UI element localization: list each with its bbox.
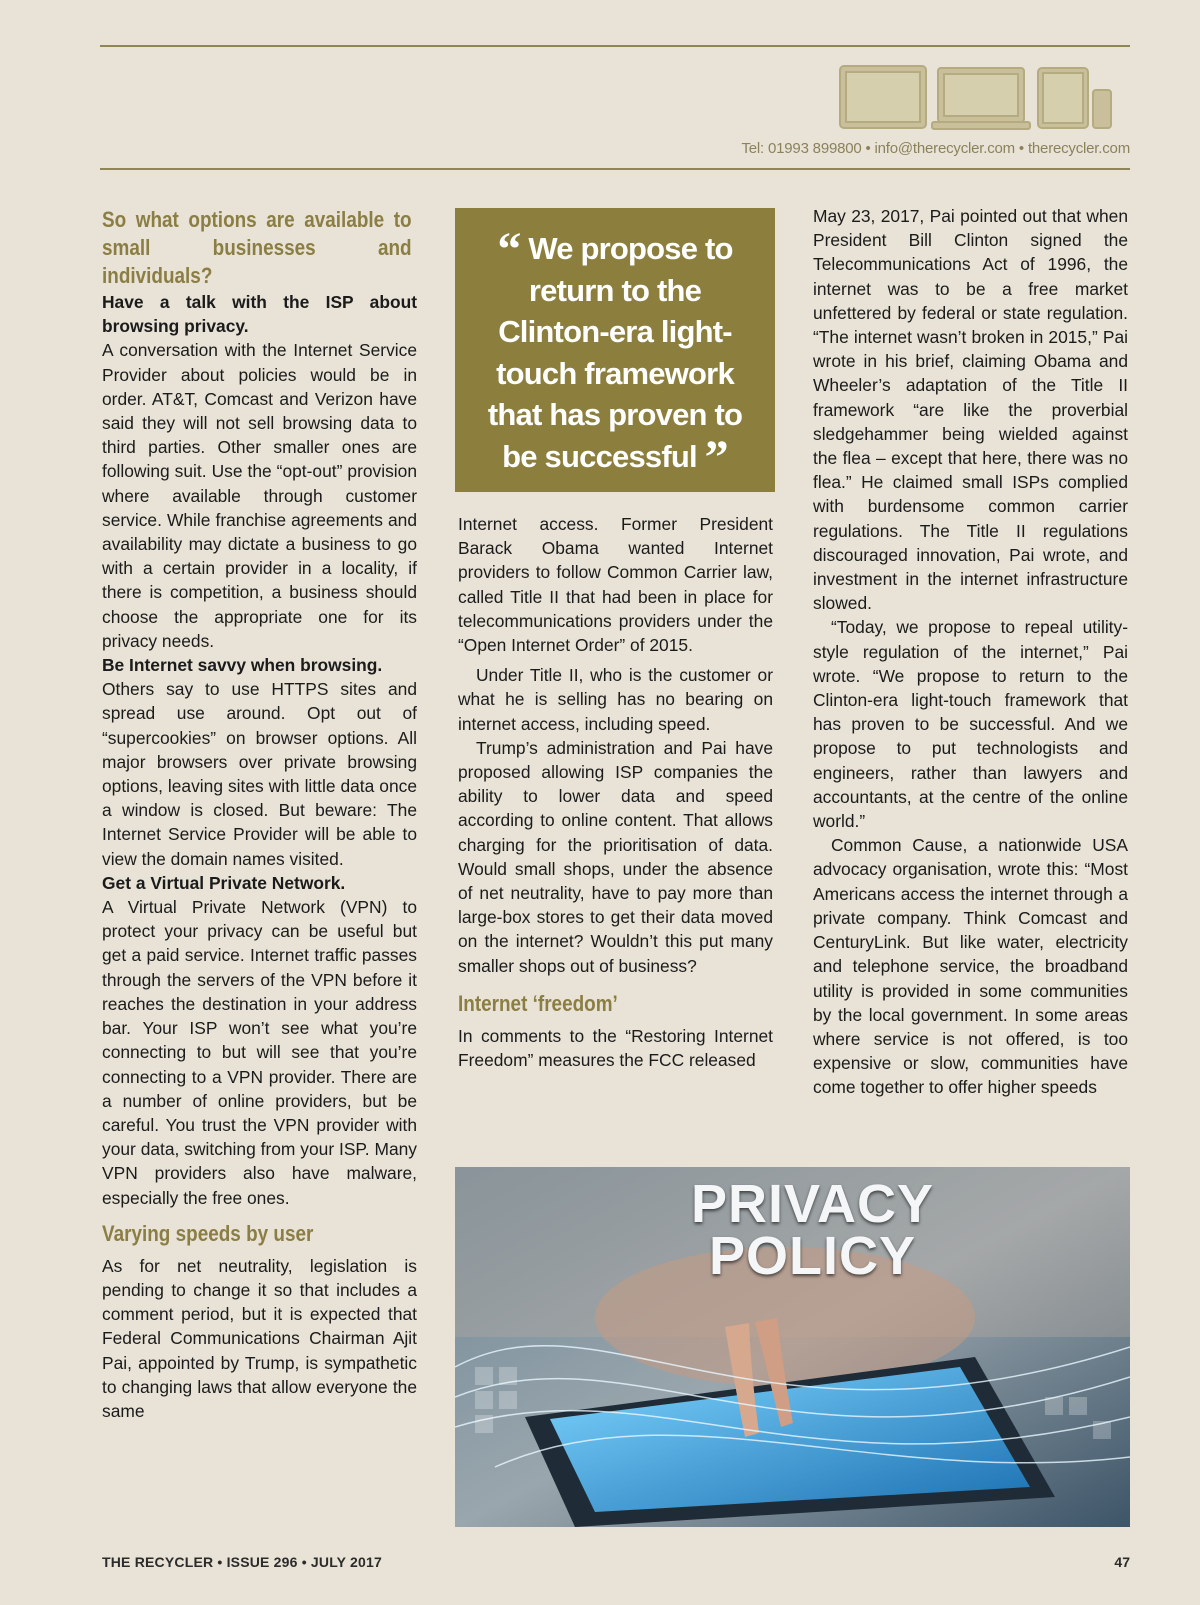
header-bottom-rule xyxy=(100,168,1130,170)
paragraph-internet-access: Internet access. Former President Barack Obama wanted Internet providers to follow Common Carrier law, called Title II that had been in place for telecommunications providers under the “Open Internet Order” of 2015. xyxy=(458,514,773,656)
item-body-savvy: Others say to use HTTPS sites and spread use around. Opt out of “supercookies” on browser options. All major browsers over private browsing options, leaving sites with little data once a window is closed. But beware: The Internet Service Provider will be able to view the domain names visited. xyxy=(102,679,417,869)
section-heading-freedom: Internet ‘freedom’ xyxy=(458,990,618,1016)
header-contact: Tel: 01993 899800 • info@therecycler.com • therecycler.com xyxy=(741,140,1130,157)
open-quote-mark: “ xyxy=(497,223,521,276)
header-top-rule xyxy=(100,45,1130,47)
photo-title-line2: POLICY xyxy=(708,1226,917,1286)
column-1 xyxy=(102,206,417,1423)
item-lead-isp-talk: Have a talk with the ISP about browsing privacy. xyxy=(102,292,417,337)
phone-icon xyxy=(1093,90,1111,128)
paragraph-common-cause: Common Cause, a nationwide USA advocacy organisation, wrote this: “Most Americans access the internet through a private company. Think Comcast and CenturyLink. But like water, electricity and telephone service, the broadband utility is provided in some communities by the local government. In some areas where service is not offered, is too expensive or slow, communities have come together to offer higher speeds xyxy=(813,835,1128,1098)
paragraph-repeal: “Today, we propose to repeal utility-style regulation of the internet,” Pai wrote. “We propose to return to the Clinton-era light-touch framework that has proven to be successful. And we propose to put technologists and engineers, rather than lawyers and accountants, at the centre of the online world.” xyxy=(813,617,1128,832)
item-body-vpn: A Virtual Private Network (VPN) to protect your privacy can be useful but get a paid service. Internet traffic passes through the servers of the VPN before it reaches the destination in your address bar. Your ISP won’t see what you’re connecting to but will see that you’re connecting to a VPN provider. There are a number of online providers, but be careful. You trust the VPN provider with your data, switching from your ISP. Many VPN providers also have malware, especially the free ones. xyxy=(102,897,417,1208)
column-3 xyxy=(813,204,1128,1100)
close-quote-mark: ” xyxy=(704,430,728,484)
item-lead-savvy: Be Internet savvy when browsing. xyxy=(102,655,383,676)
paragraph-restoring-freedom: In comments to the “Restoring Internet Freedom” measures the FCC released xyxy=(458,1025,773,1071)
section-heading-speeds: Varying speeds by user xyxy=(102,1220,314,1246)
photo-title-line1: PRIVACY xyxy=(690,1174,935,1234)
pull-quote-text: We propose to return to the Clinton-era light-touch framework that has proven to be successful xyxy=(487,231,743,474)
pull-quote xyxy=(455,208,775,492)
footer-publication: THE RECYCLER • ISSUE 296 • JULY 2017 xyxy=(102,1554,383,1570)
tablet-icon xyxy=(840,66,926,128)
paragraph-trump-administration: Trump’s administration and Pai have proposed allowing ISP companies the ability to lower data and speed according to online content. That allows charging for the prioritisation of data. Would small shops, under the absence of net neutrality, have to pay more than large-box stores to get their data moved on the internet? Wouldn’t this put many smaller shops out of business? xyxy=(458,737,773,976)
page-number: 47 xyxy=(1114,1554,1130,1570)
item-lead-vpn: Get a Virtual Private Network. xyxy=(102,872,346,893)
privacy-policy-photo xyxy=(455,1167,1130,1527)
item-body-isp-talk: A conversation with the Internet Service Provider about policies would be in order. AT&T, Comcast and Verizon have said they will not sell browsing data to third parties. Other smaller ones are following suit. Use the “opt-out” provision where available through customer service. While franchise agreements and availability may dictate a business to go with a certain provider in a locality, if there is competition, a business should choose the appropriate one for its privacy needs. xyxy=(102,340,417,651)
tablet-small-icon xyxy=(1038,68,1088,128)
column-2 xyxy=(458,512,773,1072)
laptop-icon xyxy=(932,68,1030,129)
section-heading-options: So what options are available to small businesses and individuals? xyxy=(102,207,412,288)
paragraph-title-ii: Under Title II, who is the customer or what he is selling has no bearing on internet access, including speed. xyxy=(458,665,773,734)
devices-graphic xyxy=(838,64,1113,132)
pull-quote-text-block xyxy=(473,223,757,484)
paragraph-net-neutrality: As for net neutrality, legislation is pending to change it so that includes a comment period, but it is expected that Federal Communications Chairman Ajit Pai, appointed by Trump, is sympathetic to changing laws that allow everyone the same xyxy=(102,1255,417,1421)
paragraph-pai-clinton: May 23, 2017, Pai pointed out that when President Bill Clinton signed the Telecommunications Act of 1996, the internet was to be a free market unfettered by federal or state regulation. “The internet wasn’t broken in 2015,” Pai wrote in his brief, claiming Obama and Wheeler’s adaptation of the Title II framework “are like the proverbial sledgehammer being wielded against the flea – except that here, there was no flea.” He claimed small ISPs complied with burdensome common carrier regulations. The Title II regulations discouraged innovation, Pai wrote, and investment in the internet infrastructure slowed. xyxy=(813,206,1128,614)
